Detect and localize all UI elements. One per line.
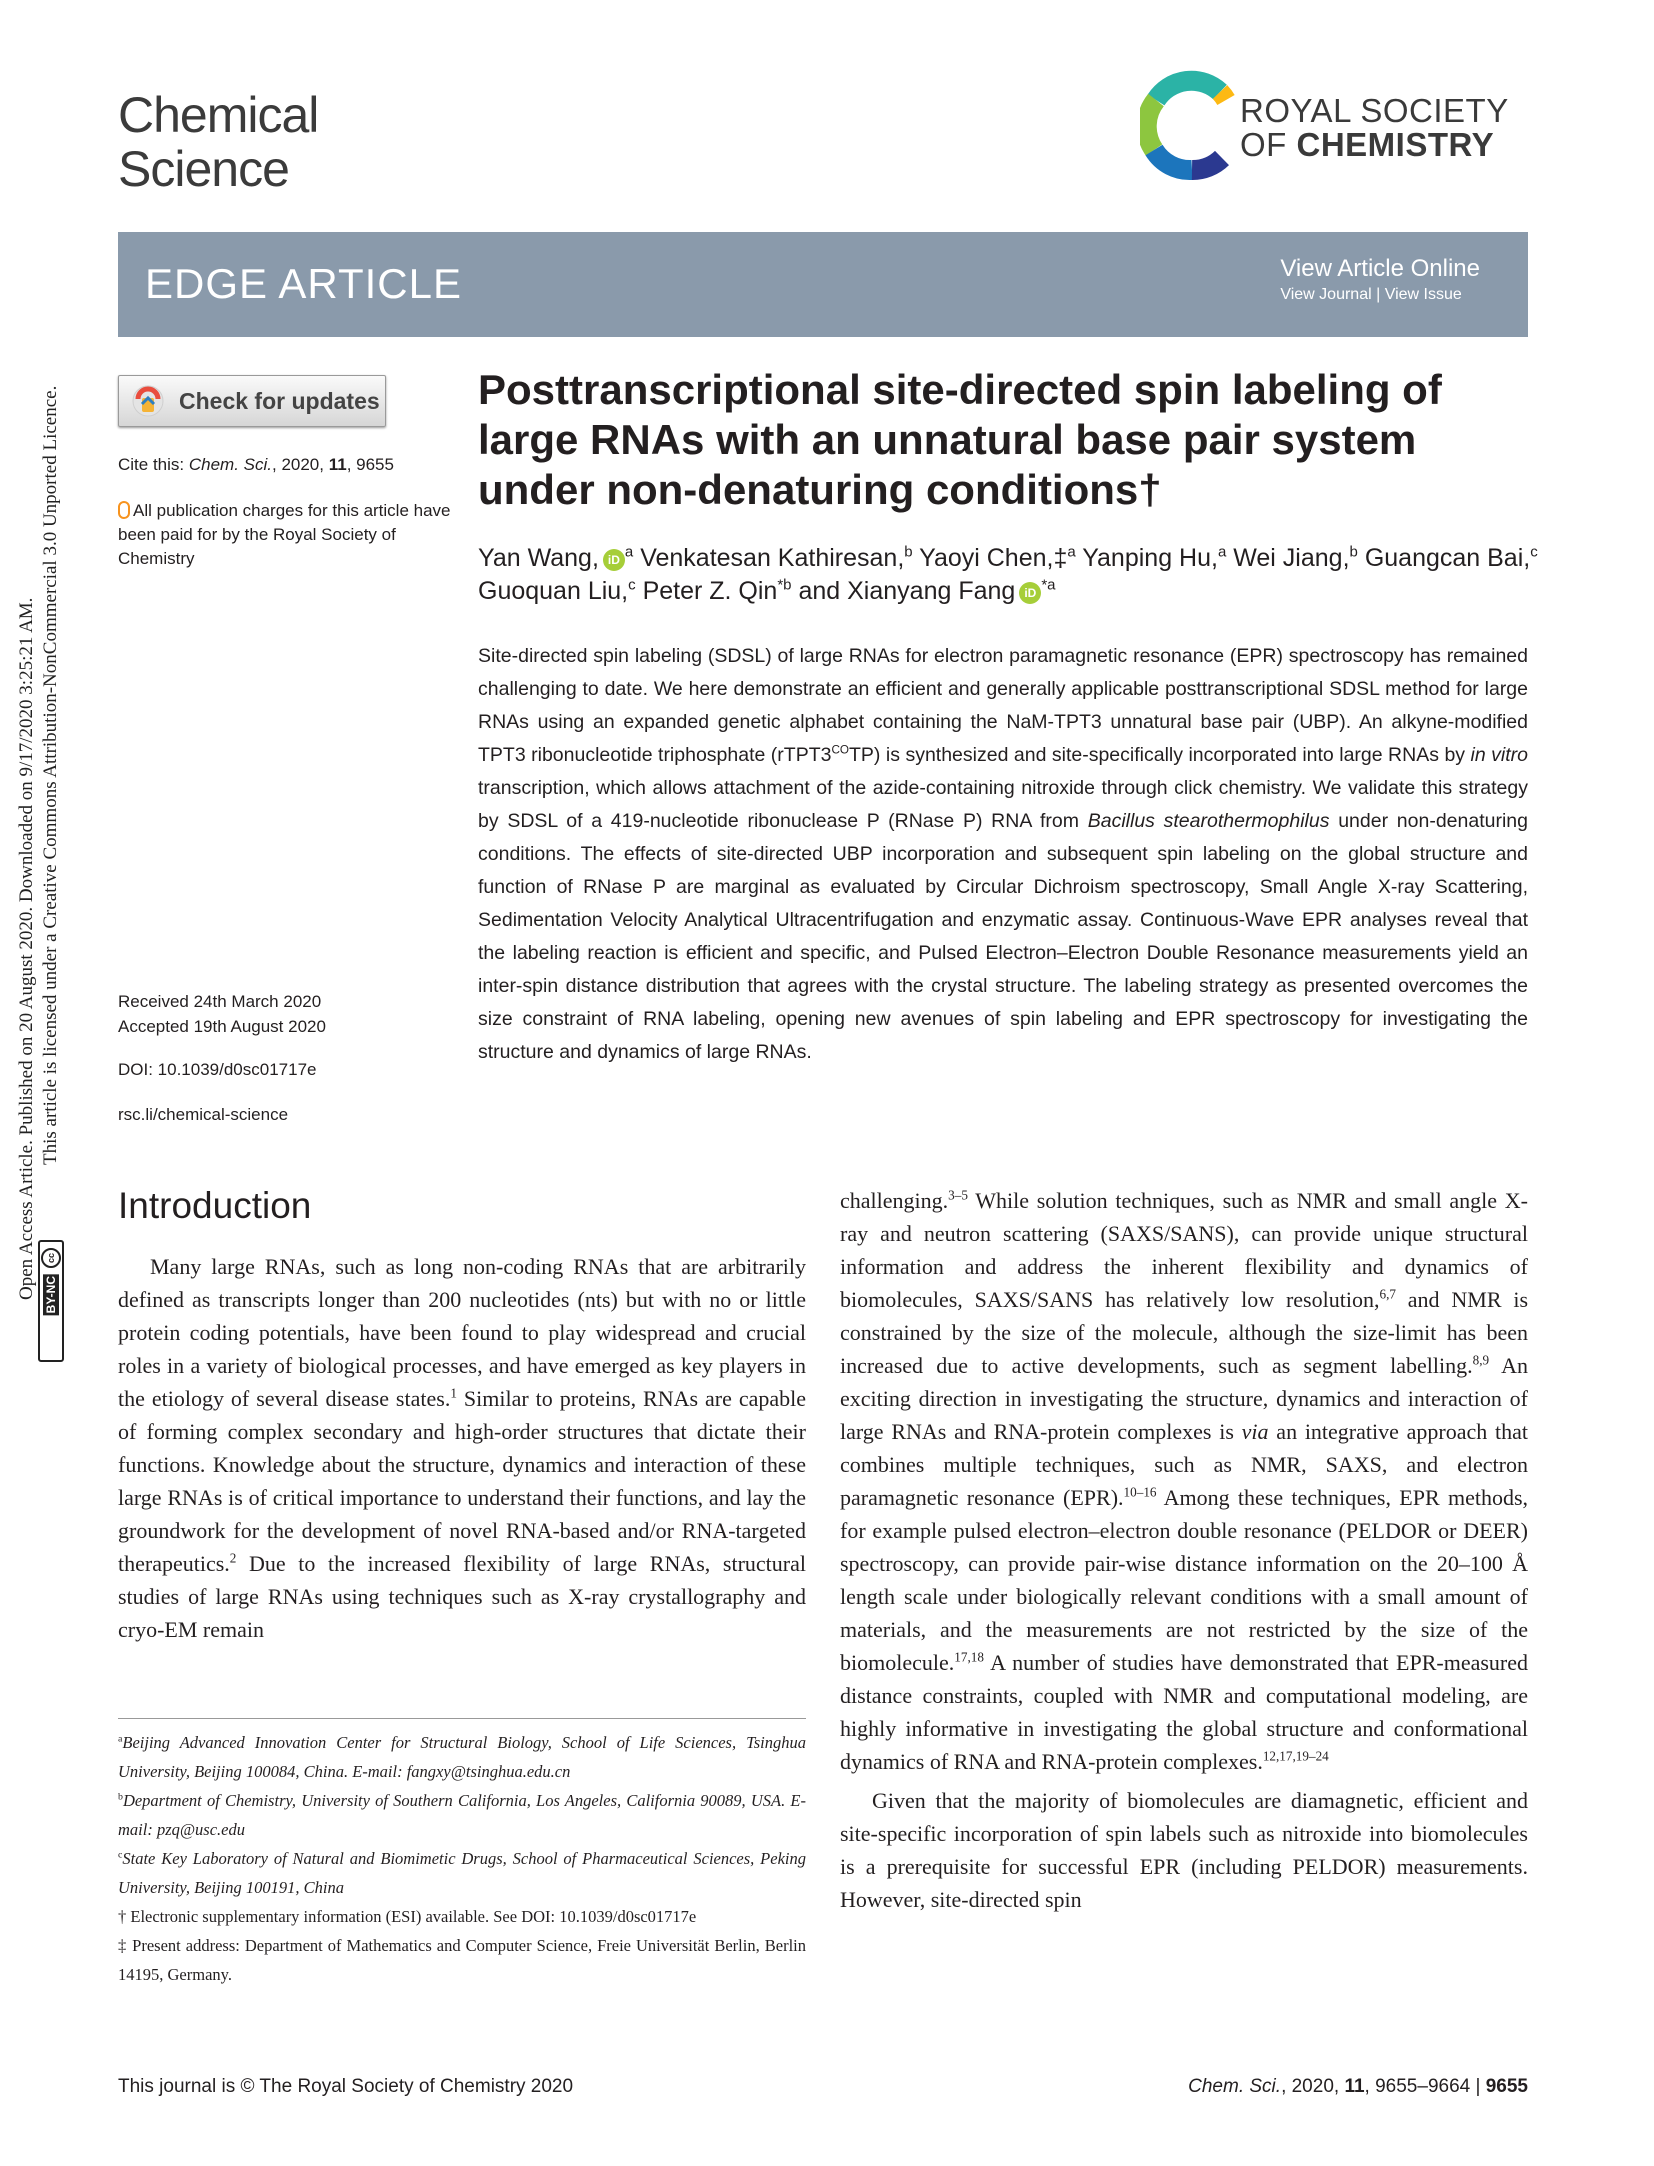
publication-charges-note: All publication charges for this article have been paid for by the Royal Society of Chemistry [118, 501, 451, 568]
rsc-line2: OF CHEMISTRY [1240, 126, 1495, 163]
rsc-logo[interactable] [1140, 70, 1540, 182]
article-title: Posttranscriptional site-directed spin labeling of large RNAs with an unnatural base pair system under non-denaturing conditions† [478, 366, 1442, 513]
check-for-updates-button[interactable] [118, 375, 386, 427]
view-article-online-link[interactable]: View Article Online [1280, 255, 1480, 282]
author-name: Guangcan Bai, [1357, 544, 1531, 572]
author-affiliation-mark: b [904, 543, 913, 561]
citation-ref[interactable]: 1 [450, 1385, 457, 1401]
side-license-strip [6, 250, 66, 1390]
view-links-row [1280, 284, 1480, 306]
orcid-icon[interactable]: iD [603, 549, 625, 571]
check-updates-icon [131, 384, 165, 418]
intro-paragraph-1-continued: challenging.$^{3-5}$ While solution techniques, such as NMR and small angle X-ray and neutron scattering (SAXS/SANS), can provide unique structural information and address the inherent flexibility and dynamics of biomolecules, SAXS/SANS has relatively low resolution,$^{6,7}$ and NMR is constrained by the size of the molecule, although the size-limit has been increased due to active developments, such as segment labelling.$^{8,9}$ An exciting direction in investigating the structure, dynamics and interaction of large RNAs and RNA-protein complexes is via an integrative approach that combines multiple techniques, such as NMR, SAXS, and electron paramagnetic resonance (EPR).$^{10-16}$ Among these techniques, EPR methods, for example pulsed electron–electron double resonance (PELDOR or DEER) spectroscopy, can provide pair-wise distance information on the 20–100 Å length scale under biologically relevant conditions with a small amount of materials, and the measurements are not restricted by the size of the biomolecule.$^{17,18}$ A number of studies have demonstrated that EPR-measured distance constraints, coupled with NMR and computational modeling, are highly informative in investigating the global structure and conformational dynamics of RNA and RNA-protein complexes.$^{12,17,19-24}$ [840, 1187, 1529, 1774]
article-type-banner [118, 232, 1528, 337]
page-number: 9655 [1485, 2076, 1528, 2097]
footnote-rule [118, 1718, 806, 1719]
footer-citation: Chem. Sci., 2020, 11, 9655–9664 | 9655 [1188, 2076, 1528, 2097]
journal-name [118, 88, 318, 196]
footer-copyright: This journal is © The Royal Society of Chemistry 2020 [118, 2076, 574, 2097]
author-affiliation-mark: a [1217, 543, 1227, 561]
author-name: and Xianyang Fang [791, 577, 1016, 605]
received-date: Received 24th March 2020 [118, 992, 322, 1011]
author-list [478, 542, 1538, 608]
journal-url[interactable]: rsc.li/chemical-science [118, 1105, 289, 1124]
body-right-column [840, 1184, 1528, 1916]
journal-name-line2: Science [118, 141, 289, 197]
author-name: Guoquan Liu, [478, 577, 629, 605]
citation-line: Cite this: Chem. Sci., 2020, 11, 9655 [118, 455, 394, 474]
citation-ref[interactable]: 12,17,19–24 [1262, 1748, 1329, 1764]
citation-ref[interactable]: 10–16 [1123, 1484, 1157, 1500]
author-affiliation-mark: *a [1041, 576, 1056, 594]
author-name: Yaoyi Chen,‡ [912, 544, 1068, 572]
author-name: Peter Z. Qin [635, 577, 778, 605]
side-license-line[interactable]: This article is licensed under a Creative Commons Attribution-NonCommercial 3.0 Unported Licence. [40, 385, 61, 1165]
footnote-item: $^b$Department of Chemistry, University of Southern California, Los Angeles, California 90089, USA. E-mail: pzq@usc.edu [118, 1791, 806, 1839]
cc-icon: cc [41, 1248, 61, 1268]
journal-name-line1: Chemical [118, 87, 319, 143]
rsc-line1: ROYAL SOCIETY [1240, 92, 1509, 129]
view-issue-link[interactable]: View Issue [1384, 286, 1462, 303]
abstract: Site-directed spin labeling (SDSL) of large RNAs for electron paramagnetic resonance (EPR) spectroscopy has remained challenging to date. We here demonstrate an efficient and generally applicable posttranscriptional SDSL method for large RNAs using an expanded genetic alphabet containing the NaM-TPT3 unnatural base pair (UBP). An alkyne-modified TPT3 ribonucleotide triphosphate $(rTPT3^{CO}TP)$ is synthesized and site-specifically incorporated into large RNAs by in vitro transcription, which allows attachment of the azide-containing nitroxide through click chemistry. We validate this strategy by SDSL of a 419-nucleotide ribonuclease P (RNase P) RNA from Bacillus stearothermophilus under non-denaturing conditions. The effects of site-directed UBP incorporation and subsequent spin labeling on the global structure and function of RNase P are marginal as evaluated by Circular Dichroism spectroscopy, Small Angle X-ray Scattering, Sedimentation Velocity Analytical Ultracentrifugation and enzymatic assay. Continuous-Wave EPR analyses reveal that the labeling reaction is efficient and specific, and Pulsed Electron–Electron Double Resonance measurements yield an inter-spin distance distribution that agrees with the crystal structure. The labeling strategy as presented overcomes the size constraint of RNA labeling, opening new avenues of spin labeling and EPR spectroscopy for investigating the structure and dynamics of large RNAs. [478, 645, 1528, 1063]
body-left-column [118, 1250, 806, 1646]
rsc-wordmark [1240, 94, 1509, 162]
orcid-icon[interactable]: iD [1019, 582, 1041, 604]
author-name: Wei Jiang, [1226, 544, 1350, 572]
side-published-line: Open Access Article. Published on 20 August 2020. Downloaded on 9/17/2020 3:25:21 AM. [16, 597, 37, 1300]
intro-paragraph-1: Many large RNAs, such as long non-coding RNAs that are arbitrarily defined as transcripts longer than 200 nucleotides (nts) but with no or little protein coding potentials, have been found to play widespread and crucial roles in a variety of biological processes, and have emerged as key players in the etiology of several disease states.$^1$ Similar to proteins, RNAs are capable of forming complex secondary and high-order structures that dictate their functions. Knowledge about the structure, dynamics and interaction of these large RNAs is of critical importance to understand their functions, and lay the groundwork for the development of novel RNA-based and/or RNA-targeted therapeutics.$^2$ Due to the increased flexibility of large RNAs, structural studies of large RNAs using techniques such as X-ray crystallography and cryo-EM remain [118, 1254, 806, 1642]
doi[interactable]: DOI: 10.1039/d0sc01717e [118, 1060, 317, 1079]
citation-ref[interactable]: 3–5 [948, 1187, 968, 1203]
cc-badge-label: BY-NC [44, 1276, 58, 1314]
rsc-ring-icon [1140, 70, 1240, 182]
citation-ref[interactable]: 6,7 [1379, 1286, 1396, 1302]
view-journal-link[interactable]: View Journal [1280, 286, 1372, 303]
footnote-item: $^c$State Key Laboratory of Natural and Biomimetic Drugs, School of Pharmaceutical Sciences, Peking University, Beijing 100191, China [118, 1849, 806, 1897]
cc-license-badge[interactable] [38, 1240, 64, 1362]
author-affiliation-mark: b [1349, 543, 1358, 561]
citation-ref[interactable]: 8,9 [1472, 1352, 1490, 1368]
footnote-item: † Electronic supplementary information (ESI) available. See DOI: 10.1039/d0sc01717e [118, 1907, 697, 1926]
citation-ref[interactable]: 17,18 [954, 1649, 984, 1665]
author-affiliation-mark: a [624, 543, 634, 561]
author-affiliation-mark: a [1067, 543, 1076, 561]
author-affiliation-mark: *b [777, 576, 792, 594]
footnotes [118, 1728, 806, 1989]
check-for-updates-label: Check for updates [179, 387, 380, 414]
view-links-separator: | [1371, 286, 1385, 303]
footnote-item: $^a$Beijing Advanced Innovation Center for Structural Biology, School of Life Sciences, Tsinghua University, Beijing 100084, China. E-mail: fangxy@tsinghua.edu.cn [118, 1733, 806, 1781]
author-affiliation-mark: c [1530, 543, 1538, 561]
author-name: Yan Wang, [478, 544, 599, 572]
author-name: Yanping Hu, [1075, 544, 1218, 572]
accepted-date: Accepted 19th August 2020 [118, 1017, 326, 1036]
view-links-group [1280, 254, 1480, 306]
intro-paragraph-2: Given that the majority of biomolecules are diamagnetic, efficient and site-specific incorporation of spin labels such as nitroxide into biomolecules is a prerequisite for successful EPR (including PELDOR) measurements. However, site-directed spin [840, 1788, 1528, 1912]
open-access-icon [118, 501, 130, 519]
article-type-label: EDGE ARTICLE [145, 260, 462, 307]
author-affiliation-mark: c [628, 576, 636, 594]
author-name: Venkatesan Kathiresan, [633, 544, 905, 572]
citation-ref[interactable]: 2 [229, 1550, 237, 1566]
footnote-item: ‡ Present address: Department of Mathematics and Computer Science, Freie Universität Berlin, Berlin 14195, Germany. [118, 1936, 806, 1984]
introduction-heading: Introduction [118, 1185, 312, 1226]
